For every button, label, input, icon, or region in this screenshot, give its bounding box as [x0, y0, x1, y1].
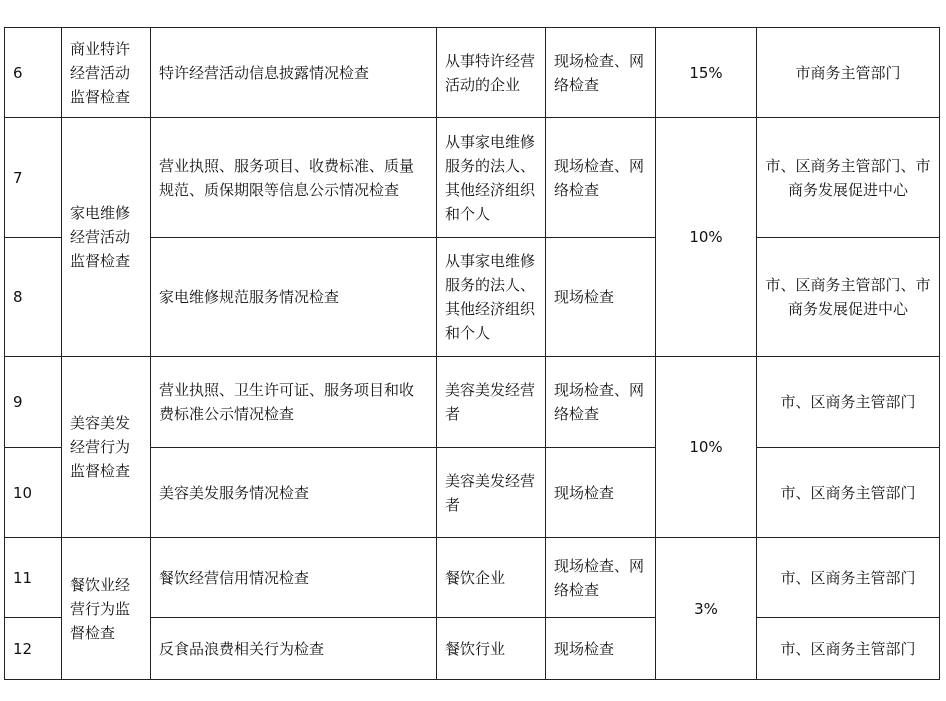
- method-cell: 现场检查、网络检查: [546, 538, 656, 618]
- table-row: [5, 118, 940, 238]
- method-cell: 现场检查、网络检查: [546, 357, 656, 448]
- dept-cell: 市、区商务主管部门: [757, 357, 940, 448]
- dept-cell: 市、区商务主管部门: [757, 618, 940, 680]
- item-cell: 营业执照、服务项目、收费标准、质量规范、质保期限等信息公示情况检查: [151, 118, 437, 238]
- dept-cell: 市商务主管部门: [757, 28, 940, 118]
- row-number: 10: [5, 448, 62, 538]
- scope-cell: 从事家电维修服务的法人、其他经济组织和个人: [437, 238, 546, 357]
- row-number: 8: [5, 238, 62, 357]
- dept-cell: 市、区商务主管部门: [757, 538, 940, 618]
- scope-cell: 美容美发经营者: [437, 357, 546, 448]
- scope-cell: 从事家电维修服务的法人、其他经济组织和个人: [437, 118, 546, 238]
- table-row: [5, 28, 940, 118]
- scope-cell: 餐饮行业: [437, 618, 546, 680]
- method-cell: 现场检查、网络检查: [546, 118, 656, 238]
- ratio-cell: 10%: [656, 357, 757, 538]
- row-number: 7: [5, 118, 62, 238]
- ratio-cell: 15%: [656, 28, 757, 118]
- row-number: 6: [5, 28, 62, 118]
- scope-cell: 美容美发经营者: [437, 448, 546, 538]
- method-cell: 现场检查: [546, 618, 656, 680]
- dept-cell: 市、区商务主管部门、市商务发展促进中心: [757, 238, 940, 357]
- method-cell: 现场检查: [546, 238, 656, 357]
- row-number: 12: [5, 618, 62, 680]
- item-cell: 营业执照、卫生许可证、服务项目和收费标准公示情况检查: [151, 357, 437, 448]
- method-cell: 现场检查、网络检查: [546, 28, 656, 118]
- scope-cell: 从事特许经营活动的企业: [437, 28, 546, 118]
- dept-cell: 市、区商务主管部门: [757, 448, 940, 538]
- category-cell: 美容美发经营行为监督检查: [62, 357, 151, 538]
- inspection-table: [4, 27, 940, 680]
- table-row: [5, 538, 940, 618]
- ratio-cell: 3%: [656, 538, 757, 680]
- row-number: 11: [5, 538, 62, 618]
- category-cell: 家电维修经营活动监督检查: [62, 118, 151, 357]
- item-cell: 餐饮经营信用情况检查: [151, 538, 437, 618]
- item-cell: 特许经营活动信息披露情况检查: [151, 28, 437, 118]
- scope-cell: 餐饮企业: [437, 538, 546, 618]
- item-cell: 家电维修规范服务情况检查: [151, 238, 437, 357]
- category-cell: 商业特许经营活动监督检查: [62, 28, 151, 118]
- item-cell: 反食品浪费相关行为检查: [151, 618, 437, 680]
- ratio-cell: 10%: [656, 118, 757, 357]
- dept-cell: 市、区商务主管部门、市商务发展促进中心: [757, 118, 940, 238]
- table-row: [5, 357, 940, 448]
- category-cell: 餐饮业经营行为监督检查: [62, 538, 151, 680]
- method-cell: 现场检查: [546, 448, 656, 538]
- row-number: 9: [5, 357, 62, 448]
- item-cell: 美容美发服务情况检查: [151, 448, 437, 538]
